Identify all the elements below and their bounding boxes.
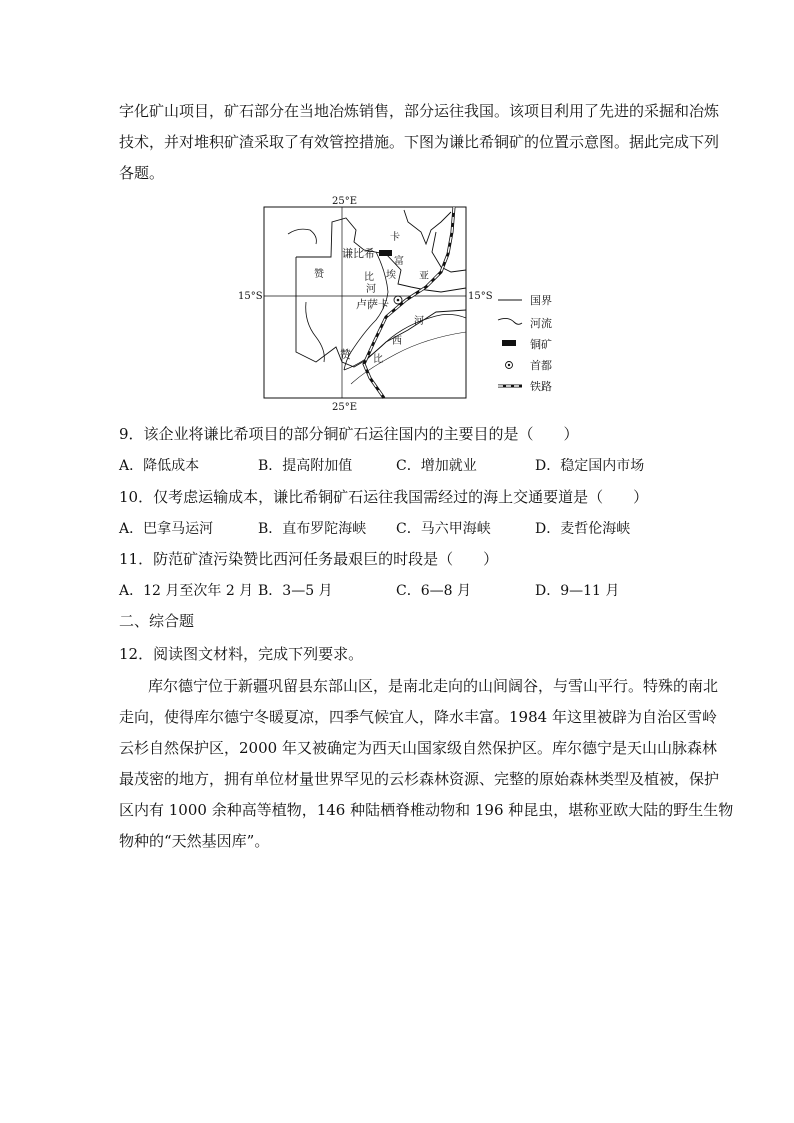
question-11-option-a: A．12 月至次年 2 月 (119, 583, 254, 599)
q12-line-5: 区内有 1000 余种高等植物，146 种陆栖脊椎动物和 196 种昆虫，堪称亚欧大陆的野生生物 (119, 801, 734, 819)
river-char-4: 河 (366, 284, 376, 295)
legend-border: 国界 (530, 294, 552, 307)
copper-mine-marker (379, 250, 392, 256)
question-11-stem: 11．防范矿渣污染赞比西河任务最艰巨的时段是（ ） (119, 550, 499, 568)
mine-label: 谦比希 (342, 247, 375, 260)
river-upper (288, 229, 316, 244)
river2-char-2: 比 (373, 354, 383, 365)
river-char-3: 埃 (386, 270, 396, 281)
river2-char-3: 西 (392, 336, 402, 347)
intro-line-2: 技术，并对堆积矿渣采取了有效管控措施。下图为谦比希铜矿的位置示意图。据此完成下列 (119, 133, 720, 151)
mine-location-map (236, 192, 566, 414)
intro-line-3: 各题。 (119, 164, 165, 182)
question-9-option-a: A．降低成本 (119, 458, 200, 474)
question-9-option-c: C．增加就业 (396, 458, 477, 474)
question-11-option-c: C．6—8 月 (396, 583, 471, 599)
lat-label-left: 15°S (238, 291, 263, 302)
capital-marker-dot (397, 299, 400, 302)
question-9-option-b: B．提高附加值 (258, 458, 353, 474)
lat-label-right: 15°S (468, 291, 493, 302)
q12-line-6: 物种的“天然基因库”。 (119, 832, 270, 850)
question-10-stem: 10．仅考虑运输成本，谦比希铜矿石运往我国需经过的海上交通要道是（ ） (119, 488, 649, 506)
legend-capital: 首都 (530, 359, 552, 372)
river2-char-1: 赞 (340, 348, 351, 361)
legend-railway: 铁路 (530, 380, 552, 393)
legend-river: 河流 (530, 317, 552, 330)
q12-line-1: 库尔德宁位于新疆巩留县东部山区，是南北走向的山间阔谷，与雪山平行。特殊的南北 (148, 677, 719, 695)
intro-line-1: 字化矿山项目，矿石部分在当地冶炼销售，部分运往我国。该项目利用了先进的采掘和冶炼 (119, 102, 720, 120)
country-label-3: 亚 (419, 271, 429, 282)
question-9-option-d: D．稳定国内市场 (535, 458, 645, 474)
q12-line-4: 最茂密的地方，拥有单位材量世界罕见的云杉森林资源、完整的原始森林类型及植被，保护 (119, 770, 720, 788)
question-9-stem: 9．该企业将谦比希项目的部分铜矿石运往国内的主要目的是（ ） (119, 425, 579, 443)
question-11-option-b: B．3—5 月 (258, 583, 333, 599)
q12-line-3: 云杉自然保护区，2000 年又被确定为西天山国家级自然保护区。库尔德宁是天山山脉森林 (119, 739, 717, 757)
legend-river-symbol (498, 318, 522, 324)
river-char-1: 卡 (390, 232, 400, 243)
question-12-stem: 12．阅读图文材料，完成下列要求。 (119, 645, 364, 663)
river-west (306, 302, 325, 362)
question-10-option-c: C．马六甲海峡 (396, 521, 491, 537)
legend-mine-symbol (502, 340, 516, 346)
border-line-3 (404, 210, 451, 244)
lon-label-top: 25°E (332, 196, 358, 207)
question-10-option-b: B．直布罗陀海峡 (258, 521, 367, 537)
question-10-option-d: D．麦哲伦海峡 (535, 521, 631, 537)
section-2-heading: 二、综合题 (119, 612, 195, 630)
country-label-2: 比 (364, 272, 374, 283)
q12-line-2: 走向，使得库尔德宁冬暖夏凉，四季气候宜人，降水丰富。1984 年这里被辟为自治区雪岭 (119, 708, 717, 726)
legend-capital-symbol-dot (508, 364, 510, 366)
capital-label: 卢萨卡 (356, 298, 389, 311)
river2-char-4: 河 (414, 316, 424, 327)
river-char-2: 富 (394, 256, 404, 267)
country-label-1: 赞 (314, 269, 324, 280)
lon-label-bottom: 25°E (332, 402, 358, 413)
question-10-option-a: A．巴拿马运河 (119, 521, 214, 537)
legend-mine: 铜矿 (530, 338, 552, 351)
question-11-option-d: D．9—11 月 (535, 583, 620, 599)
